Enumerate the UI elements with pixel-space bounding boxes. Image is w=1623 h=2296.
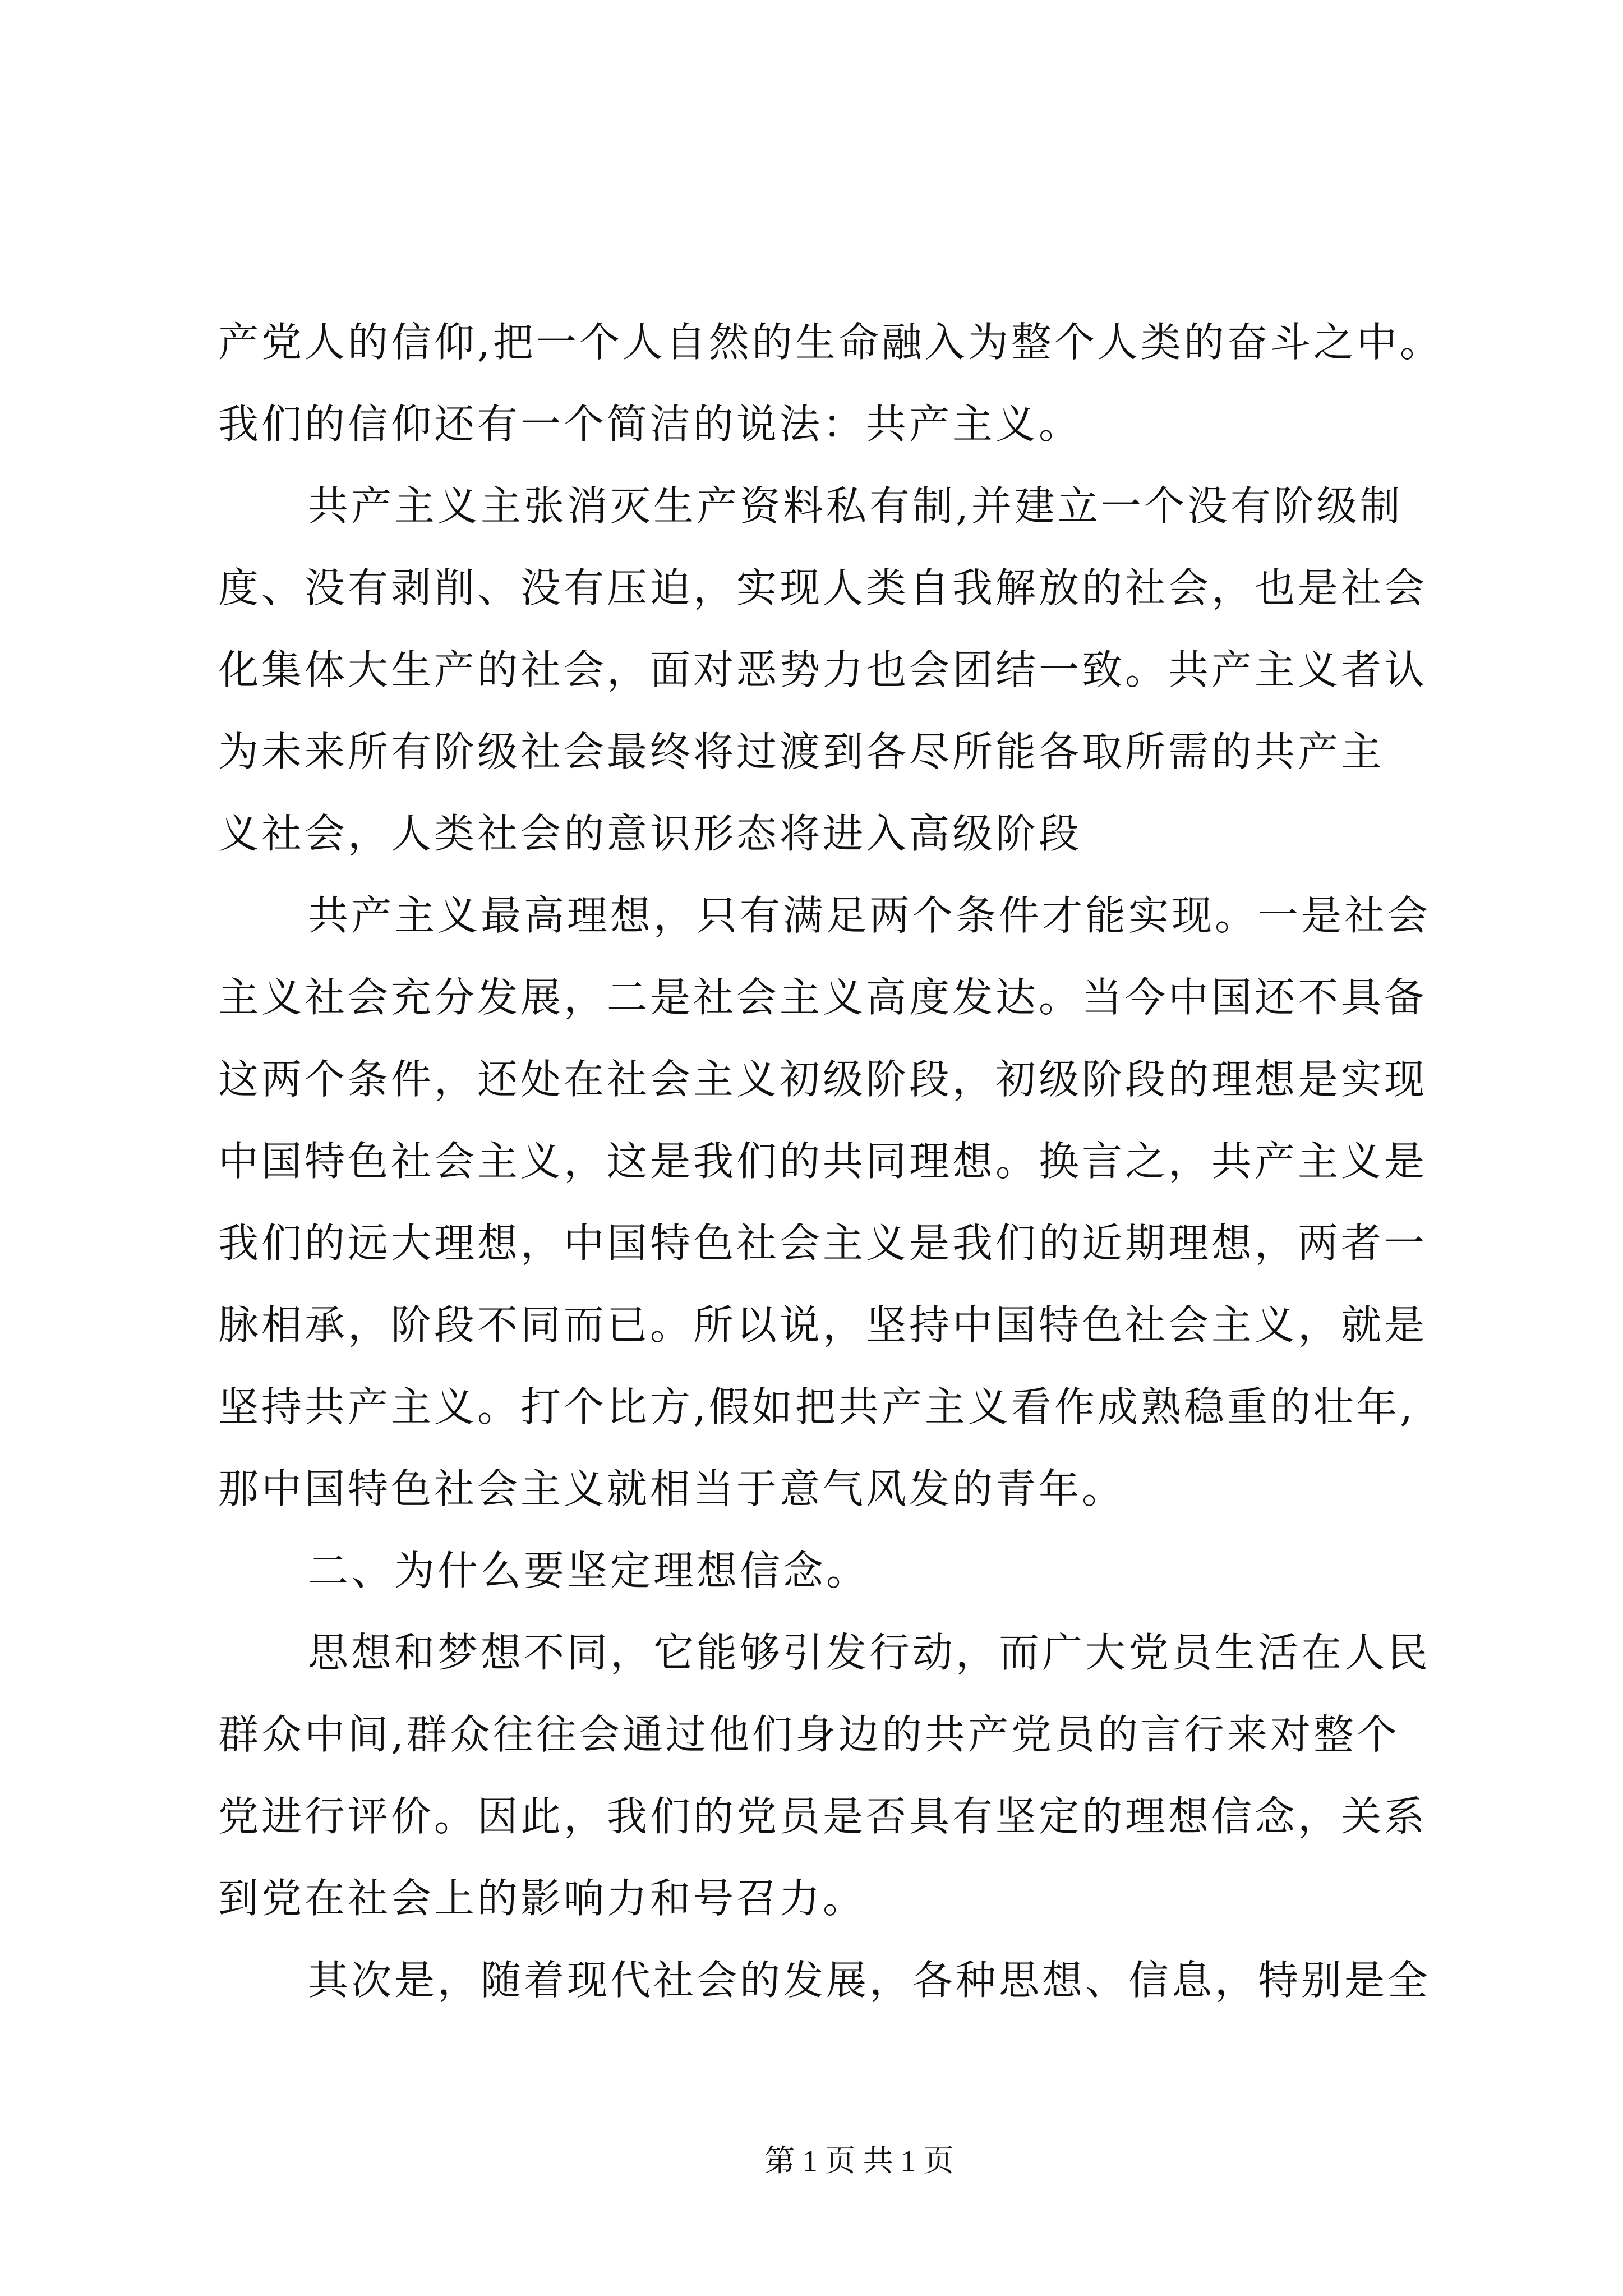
text-line: 化集体大生产的社会，面对恶势力也会团结一致。共产主义者认: [218, 646, 1428, 693]
text-line: 思想和梦想不同，它能够引发行动，而广大党员生活在人民: [308, 1629, 1431, 1676]
section-heading: [218, 1530, 1443, 1612]
text-line: 我们的远大理想，中国特色社会主义是我们的近期理想，两者一: [218, 1220, 1428, 1267]
paragraph: [218, 875, 1443, 1530]
paragraph: [218, 1939, 1443, 2021]
text-line: 这两个条件，还处在社会主义初级阶段，初级阶段的理想是实现: [218, 1056, 1428, 1103]
text-line: 其次是，随着现代社会的发展，各种思想、信息，特别是全: [308, 1957, 1431, 2004]
text-line: 二、为什么要坚定理想信念。: [308, 1547, 870, 1594]
text-line: 我们的信仰还有一个简洁的说法：共产主义。: [218, 401, 1082, 448]
text-line: 产党人的信仰,把一个人自然的生命融入为整个人类的奋斗之中。: [218, 319, 1443, 366]
text-line: 脉相承，阶段不同而已。所以说，坚持中国特色社会主义，就是: [218, 1301, 1428, 1349]
text-line: 义社会，人类社会的意识形态将进入高级阶段: [218, 810, 1082, 857]
text-line: 度、没有剥削、没有压迫，实现人类自我解放的社会，也是社会: [218, 564, 1428, 611]
text-line: 坚持共产主义。打个比方,假如把共产主义看作成熟稳重的壮年,: [218, 1383, 1415, 1430]
text-line: 共产主义最高理想，只有满足两个条件才能实现。一是社会: [308, 892, 1431, 939]
page-footer: 第 1 页 共 1 页: [764, 2144, 954, 2178]
body-text: [218, 301, 1443, 2021]
paragraph: [218, 1612, 1443, 1939]
paragraph: [218, 465, 1443, 875]
text-line: 主义社会充分发展，二是社会主义高度发达。当今中国还不具备: [218, 974, 1428, 1021]
text-line: 群众中间,群众往往会通过他们身边的共产党员的言行来对整个: [218, 1711, 1400, 1758]
text-line: 到党在社会上的影响力和号召力。: [218, 1875, 866, 1922]
text-line: 中国特色社会主义，这是我们的共同理想。换言之，共产主义是: [218, 1138, 1428, 1185]
text-line: 共产主义主张消灭生产资料私有制,并建立一个没有阶级制: [308, 482, 1403, 530]
text-line: 党进行评价。因此，我们的党员是否具有坚定的理想信念，关系: [218, 1793, 1428, 1840]
text-line: 那中国特色社会主义就相当于意气风发的青年。: [218, 1465, 1126, 1512]
paragraph: [218, 301, 1443, 465]
text-line: 为未来所有阶级社会最终将过渡到各尽所能各取所需的共产主: [218, 728, 1385, 775]
